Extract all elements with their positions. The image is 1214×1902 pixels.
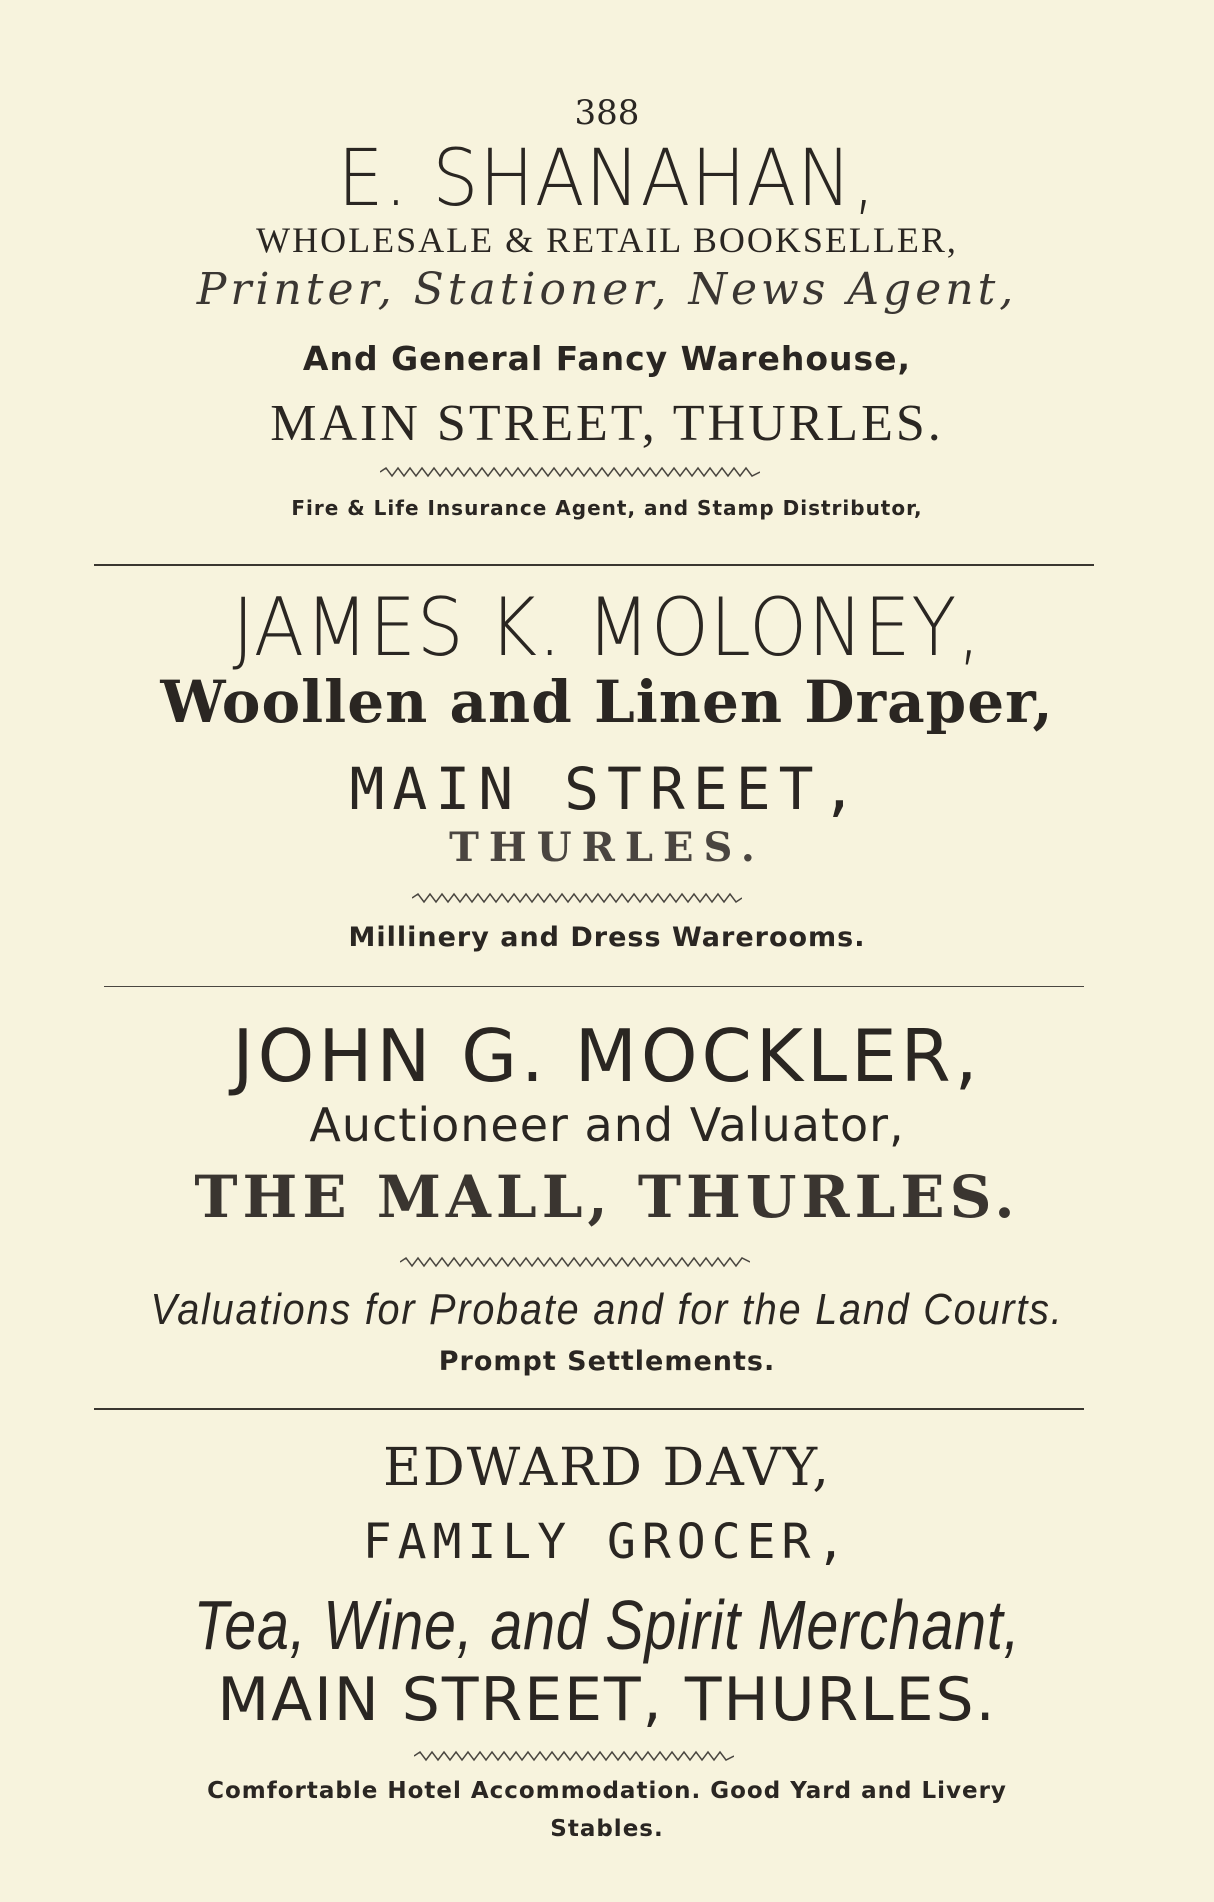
moloney-note: Millinery and Dress Warerooms. bbox=[348, 922, 866, 953]
mockler-name: JOHN G. MOCKLER, bbox=[232, 1014, 982, 1098]
decorative-squiggle bbox=[412, 892, 742, 904]
divider bbox=[94, 1408, 1084, 1410]
mockler-valuations: Valuations for Probate and for the Land Courts. bbox=[150, 1285, 1064, 1334]
shanahan-note: Fire & Life Insurance Agent, and Stamp Distributor, bbox=[291, 496, 923, 520]
decorative-squiggle bbox=[400, 1256, 750, 1268]
davy-note-line2: Stables. bbox=[550, 1816, 664, 1842]
mockler-settlements: Prompt Settlements. bbox=[438, 1346, 776, 1377]
mockler-address: THE MALL, THURLES. bbox=[194, 1163, 1020, 1231]
moloney-town: THURLES. bbox=[449, 824, 765, 871]
page-number: 388 bbox=[574, 93, 640, 133]
decorative-squiggle bbox=[414, 1750, 734, 1762]
moloney-name: JAMES K. MOLONEY, bbox=[232, 581, 982, 674]
shanahan-trade: WHOLESALE & RETAIL BOOKSELLER, bbox=[256, 220, 958, 260]
shanahan-name: E. SHANAHAN, bbox=[337, 134, 877, 224]
davy-name: EDWARD DAVY, bbox=[383, 1438, 831, 1498]
mockler-trade: Auctioneer and Valuator, bbox=[309, 1098, 905, 1152]
shanahan-warehouse: And General Fancy Warehouse, bbox=[302, 339, 912, 378]
decorative-squiggle bbox=[380, 466, 760, 478]
moloney-street: MAIN STREET, bbox=[349, 755, 865, 823]
divider bbox=[104, 986, 1084, 987]
davy-trade: FAMILY GROCER, bbox=[362, 1514, 852, 1570]
shanahan-address: MAIN STREET, THURLES. bbox=[270, 395, 944, 452]
shanahan-services: Printer, Stationer, News Agent, bbox=[196, 264, 1018, 315]
davy-address: MAIN STREET, THURLES. bbox=[217, 1665, 997, 1735]
davy-note-line1: Comfortable Hotel Accommodation. Good Yard and Livery bbox=[207, 1778, 1007, 1804]
divider bbox=[94, 564, 1094, 566]
davy-merchant: Tea, Wine, and Spirit Merchant, bbox=[193, 1586, 1021, 1664]
moloney-trade: Woollen and Linen Draper, bbox=[160, 668, 1054, 736]
